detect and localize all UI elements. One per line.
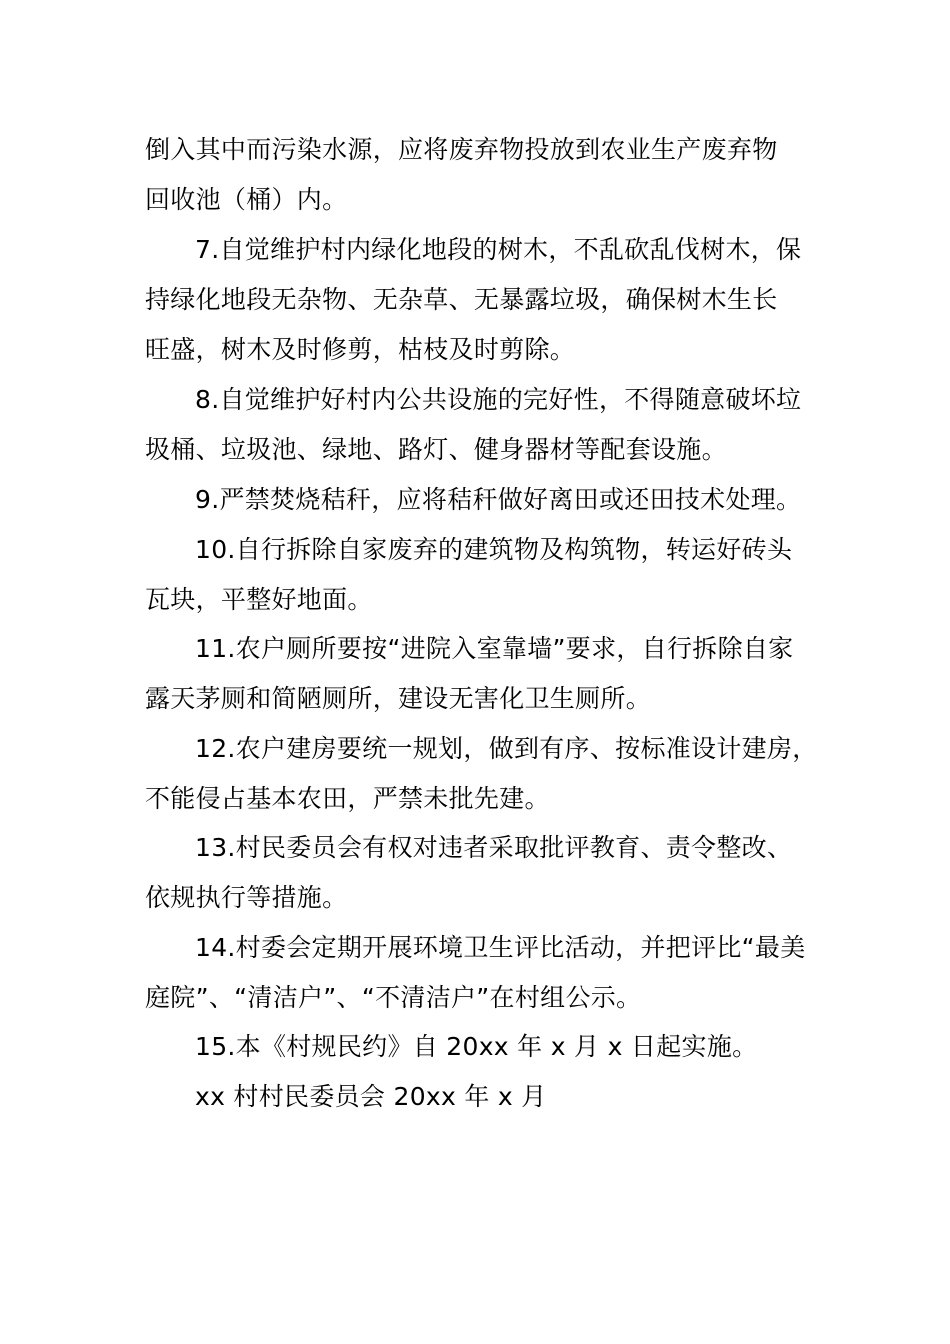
item-14-line-1: 14.村委会定期开展环境卫生评比活动，并把评比“最美 [195, 933, 806, 962]
text-line-1: 倒入其中而污染水源，应将废弃物投放到农业生产废弃物 [145, 135, 778, 164]
item-8-line-2: 圾桶、垃圾池、绿地、路灯、健身器材等配套设施。 [145, 435, 727, 464]
item-11-line-1: 11.农户厕所要按“进院入室靠墙”要求，自行拆除自家 [195, 634, 794, 663]
item-8-line-1: 8.自觉维护好村内公共设施的完好性，不得随意破坏垃 [195, 385, 802, 414]
item-7-line-2: 持绿化地段无杂物、无杂草、无暴露垃圾，确保树木生长 [145, 285, 778, 314]
item-15-line-1: 15.本《村规民约》自 20xx 年 x 月 x 日起实施。 [195, 1032, 758, 1061]
text-line-2: 回收池（桶）内。 [145, 185, 348, 214]
item-10-line-1: 10.自行拆除自家废弃的建筑物及构筑物，转运好砖头 [195, 535, 793, 564]
item-7-line-3: 旺盛，树木及时修剪，枯枝及时剪除。 [145, 335, 576, 364]
item-10-line-2: 瓦块，平整好地面。 [145, 585, 373, 614]
item-12-line-1: 12.农户建房要统一规划，做到有序、按标准设计建房， [195, 734, 818, 763]
item-14-line-2: 庭院”、“清洁户”、“不清洁户”在村组公示。 [145, 983, 642, 1012]
item-12-line-2: 不能侵占基本农田，严禁未批先建。 [145, 784, 550, 813]
item-9-line-1: 9.严禁焚烧秸秆，应将秸秆做好离田或还田技术处理。 [195, 485, 802, 514]
item-13-line-2: 依规执行等措施。 [145, 883, 348, 912]
item-13-line-1: 13.村民委员会有权对违者采取批评教育、责令整改、 [195, 833, 793, 862]
item-11-line-2: 露天茅厕和简陋厕所，建设无害化卫生厕所。 [145, 684, 652, 713]
item-7-line-1: 7.自觉维护村内绿化地段的树木，不乱砍乱伐树木，保 [195, 235, 802, 264]
signature-line: xx 村村民委员会 20xx 年 x 月 [195, 1082, 547, 1111]
